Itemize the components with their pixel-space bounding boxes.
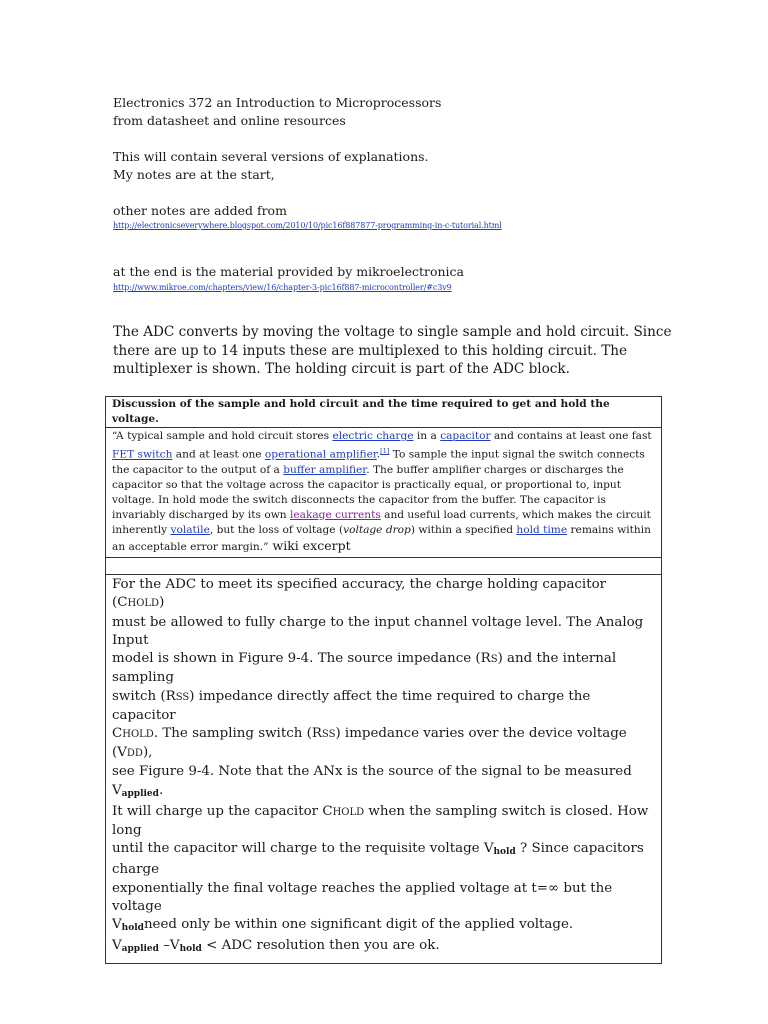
adc-line: switch (RSS) impedance directly affect the time required to charge the capacitor <box>112 688 591 723</box>
wiki-text: remains within an acceptable error margin.” <box>112 524 651 554</box>
adc-line: see Figure 9-4. Note that the ANx is the source of the signal to be measured $V_{applied}$. <box>112 764 632 799</box>
wiki-text: To sample the input signal the switch connects the capacitor to the output of a <box>112 448 645 476</box>
adc-line: exponentially the final voltage reaches the applied voltage at t=∞ but the voltage <box>112 880 613 914</box>
adc-line: For the ADC to meet its specified accuracy, the charge holding capacitor (CHOLD) <box>112 577 607 611</box>
adc-line: $V_{hold}need$ only be within one significant digit of the applied voltage. <box>112 916 574 933</box>
link-mikroe[interactable]: http://www.mikroe.com/chapters/view/16/chapter-3-pic16f887-microcontroller/#c3v9 <box>113 283 452 292</box>
adc-line: must be allowed to fully charge to the input channel voltage level. The Analog Input <box>112 614 644 648</box>
empty-row <box>106 558 662 575</box>
course-subtitle: from datasheet and online resources <box>113 113 346 128</box>
intro-line-1: The ADC converts by moving the voltage to single sample and hold circuit. Since <box>113 324 672 340</box>
wiki-text: and at least one <box>172 448 265 461</box>
link-hold-time[interactable]: hold time <box>516 524 568 537</box>
note-end: at the end is the material provided by mikroelectronica <box>113 264 464 279</box>
wiki-excerpt <box>106 428 662 558</box>
wiki-source-note: wiki excerpt <box>268 538 351 554</box>
link-capacitor[interactable]: capacitor <box>440 430 491 442</box>
note-other: other notes are added from <box>113 203 287 218</box>
intro-line-2: there are up to 14 inputs these are multiplexed to this holding circuit. The <box>113 343 628 359</box>
table-header: Discussion of the sample and hold circuit and the time required to get and hold the voltage. <box>106 397 662 428</box>
course-title: Electronics 372 an Introduction to Microprocessors <box>113 95 442 110</box>
link-operational-amplifier[interactable]: operational amplifier <box>264 448 377 461</box>
link-leakage-currents[interactable]: leakage currents <box>289 509 381 521</box>
wiki-text: , but the loss of voltage ( <box>209 524 344 537</box>
wiki-text: “A typical sample and hold circuit stores <box>112 430 333 442</box>
wiki-emphasis: voltage drop <box>343 524 411 537</box>
reference-link[interactable]: [1] <box>380 447 390 456</box>
link-electronicseverywhere[interactable]: http://electronicseverywhere.blogspot.com/2010/10/pic16f887877-programming-in-c-tutorial.html <box>113 221 502 230</box>
adc-line: model is shown in Figure 9-4. The source impedance (RS) and the internal sampling <box>112 651 617 686</box>
discussion-table <box>105 396 662 964</box>
wiki-text: . <box>376 448 381 461</box>
wiki-text: . The buffer amplifier charges or discharges the capacitor so that the voltage across the capacitor is practically equal, or proportional to, input voltage. In hold mode the switch disconnects the capacitor from the buffer. The capacitor is invariably discharged by its own <box>112 463 624 521</box>
link-volatile[interactable]: volatile <box>170 524 210 537</box>
intro-line-3: multiplexer is shown. The holding circuit is part of the ADC block. <box>113 361 570 377</box>
link-buffer-amplifier[interactable]: buffer amplifier <box>283 463 367 476</box>
adc-explanation <box>106 575 662 964</box>
wiki-text: ) within a specified <box>410 524 517 537</box>
wiki-text: and contains at least one fast <box>490 430 652 442</box>
adc-line: until the capacitor will charge to the requisite voltage $V_{hold}$ ? Since capacitors charge <box>112 841 644 878</box>
adc-line: $V_{applied}$ $-V_{hold}$ < ADC resolution then you are ok. <box>112 938 440 955</box>
wiki-text: and useful load currents, which makes the circuit inherently <box>112 509 651 537</box>
note-start: My notes are at the start, <box>113 167 275 182</box>
wiki-text: in a <box>413 430 441 442</box>
note-versions: This will contain several versions of explanations. <box>113 149 429 164</box>
link-fet-switch[interactable]: FET switch <box>112 448 173 461</box>
link-electric-charge[interactable]: electric charge <box>332 430 414 442</box>
adc-line: It will charge up the capacitor CHOLD when the sampling switch is closed. How long <box>112 803 649 838</box>
adc-line: CHOLD. The sampling switch (RSS) impedance varies over the device voltage (VDD), <box>112 725 627 761</box>
